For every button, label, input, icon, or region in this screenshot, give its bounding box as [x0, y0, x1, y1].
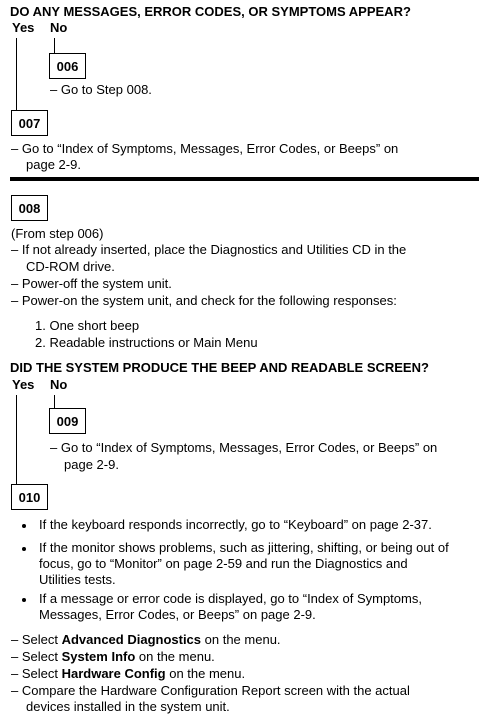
question-1-heading: DO ANY MESSAGES, ERROR CODES, OR SYMPTOMS APPEAR? — [10, 4, 411, 19]
no-label: No — [50, 20, 68, 35]
compare-line1: – Compare the Hardware Configuration Report screen with the actual — [11, 683, 410, 698]
yes-branch-line-2 — [16, 395, 17, 485]
step-007-text-line1: – Go to “Index of Symptoms, Messages, Error Codes, or Beeps” on — [11, 141, 399, 156]
yes-branch-line — [16, 38, 17, 112]
step-006-box: 006 — [49, 53, 86, 79]
step-010-box: 010 — [11, 484, 48, 510]
select-hardware-config: – Select Hardware Config on the menu. — [11, 666, 246, 681]
bullet-3-line2: Messages, Error Codes, or Beeps” on page 2-9. — [39, 607, 316, 622]
step-009-text-line2: page 2-9. — [64, 457, 119, 472]
bullet-2-line1: If the monitor shows problems, such as jittering, shifting, or being out of — [39, 540, 449, 555]
response-1: 1. One short beep — [35, 318, 140, 333]
yes-label-2: Yes — [12, 377, 35, 392]
question-2-heading: DID THE SYSTEM PRODUCE THE BEEP AND READABLE SCREEN? — [10, 360, 429, 375]
step-008-item-3: – Power-on the system unit, and check for the following responses: — [11, 293, 397, 308]
select-advanced-diagnostics: – Select Advanced Diagnostics on the menu. — [11, 632, 281, 647]
bullet-3-line1: If a message or error code is displayed, go to “Index of Symptoms, — [39, 591, 422, 606]
step-009-text-line1: – Go to “Index of Symptoms, Messages, Error Codes, or Beeps” on — [50, 440, 438, 455]
response-2: 2. Readable instructions or Main Menu — [35, 335, 258, 350]
bullet-2-line3: Utilities tests. — [39, 572, 116, 587]
yes-label: Yes — [12, 20, 35, 35]
step-008-item-2: – Power-off the system unit. — [11, 276, 172, 291]
step-008-box: 008 — [11, 195, 48, 221]
compare-line2: devices installed in the system unit. — [26, 699, 230, 714]
step-008-item-1-cont: CD-ROM drive. — [26, 259, 115, 274]
step-006-text: – Go to Step 008. — [50, 82, 152, 97]
step-007-box: 007 — [11, 110, 48, 136]
step-009-box: 009 — [49, 408, 86, 434]
no-branch-line-2 — [54, 395, 55, 409]
section-divider — [10, 177, 479, 181]
step-007-text-line2: page 2-9. — [26, 157, 81, 172]
select-system-info: – Select System Info on the menu. — [11, 649, 215, 664]
bullet-1-line1: If the keyboard responds incorrectly, go to “Keyboard” on page 2-37. — [39, 517, 432, 532]
bullet-2-line2: focus, go to “Monitor” on page 2-59 and run the Diagnostics and — [39, 556, 408, 571]
step-008-item-1: – If not already inserted, place the Diagnostics and Utilities CD in the — [11, 242, 407, 257]
no-branch-line — [54, 38, 55, 54]
step-008-from: (From step 006) — [11, 226, 104, 241]
bullet-marker — [22, 598, 26, 602]
bullet-marker — [22, 524, 26, 528]
bullet-marker — [22, 547, 26, 551]
no-label-2: No — [50, 377, 68, 392]
